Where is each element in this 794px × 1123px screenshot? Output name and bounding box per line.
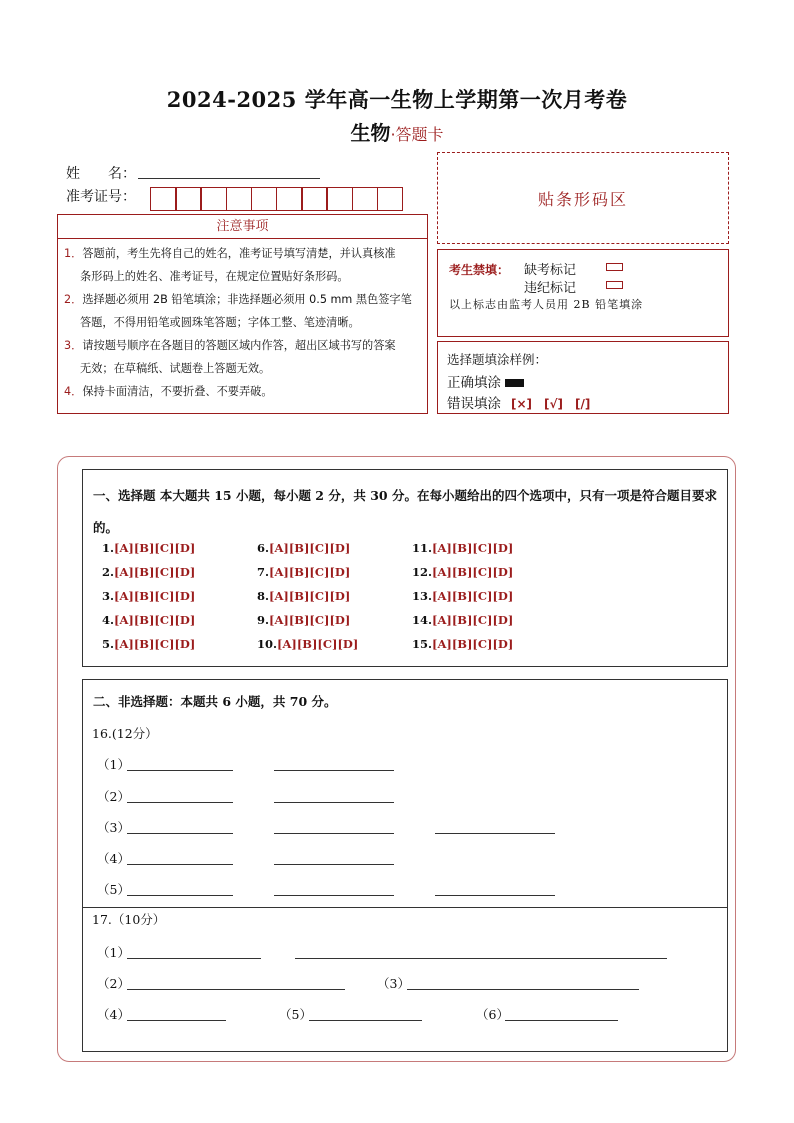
mc-question-number: 10.	[257, 637, 278, 651]
mc-question-number: 1.	[102, 541, 115, 555]
answer-line[interactable]	[127, 864, 233, 865]
q16-sub-label: （4）	[97, 851, 130, 866]
violation-mark-label: 违纪标记	[524, 281, 577, 296]
mc-question[interactable]	[412, 589, 513, 603]
mc-question-number: 13.	[412, 589, 433, 603]
q17-sub-label: （5）	[279, 1007, 312, 1022]
q17-sub-label: （4）	[97, 1007, 130, 1022]
mc-question[interactable]	[102, 565, 195, 579]
mc-question-number: 7.	[257, 565, 270, 579]
q16-sub-label: （1）	[97, 757, 130, 772]
notice-box	[57, 214, 428, 414]
mc-question-number: 4.	[102, 613, 115, 627]
id-digit-box[interactable]	[352, 187, 379, 211]
notice-text: 请按题号顺序在各题目的答题区域内作答，超出区域书写的答案	[82, 339, 396, 352]
examiner-note: 以上标志由监考人员用 2B 铅笔填涂	[449, 298, 644, 311]
notice-num: 2．	[64, 293, 83, 306]
mc-question-number: 8.	[257, 589, 270, 603]
answer-line[interactable]	[274, 833, 394, 834]
mc-options[interactable]: [A][B][C][D]	[114, 613, 196, 627]
barcode-label: 贴条形码区	[537, 189, 628, 209]
fill-sample-box	[437, 341, 729, 414]
mc-options[interactable]: [A][B][C][D]	[269, 589, 351, 603]
examiner-only-label: 考生禁填：	[449, 263, 510, 277]
answer-line[interactable]	[435, 833, 555, 834]
notice-item	[64, 242, 426, 288]
q16-sub-label: （5）	[97, 882, 130, 897]
notice-text: 答题，不得用铅笔或圆珠笔答题；字体工整、笔迹清晰。	[80, 316, 360, 329]
notice-item	[64, 288, 426, 334]
mc-question[interactable]	[257, 613, 350, 627]
subject-suffix: ·答题卡	[390, 125, 444, 144]
wrong-fill-marks: [×] [√] [/]	[511, 397, 591, 411]
id-digit-box[interactable]	[301, 187, 328, 211]
mc-question-number: 15.	[412, 637, 433, 651]
name-label: 姓 名：	[66, 166, 136, 182]
wrong-fill-row	[447, 392, 590, 412]
answer-line[interactable]	[127, 958, 261, 959]
question-divider	[83, 907, 727, 908]
correct-fill-label: 正确填涂	[447, 375, 501, 391]
examiner-only-box	[437, 249, 729, 337]
correct-fill-row	[447, 371, 524, 391]
q17-sub-label: （2）	[97, 976, 130, 991]
mc-question[interactable]	[102, 541, 195, 555]
answer-line[interactable]	[127, 989, 345, 990]
exam-id-boxes	[150, 187, 402, 211]
section2-heading: 二、非选择题：本题共 6 小题，共 70 分。	[93, 694, 337, 709]
q17-label: 17.（10分）	[92, 912, 166, 927]
mc-options[interactable]: [A][B][C][D]	[269, 565, 351, 579]
notice-num: 1．	[64, 247, 83, 260]
violation-mark-box[interactable]	[606, 281, 623, 289]
answer-line[interactable]	[274, 895, 394, 896]
mc-question[interactable]	[412, 541, 513, 555]
q17-sub-label: （1）	[97, 945, 130, 960]
barcode-area	[437, 152, 729, 244]
notice-num: 4．	[64, 385, 83, 398]
q16-label: 16.(12分）	[92, 726, 158, 741]
name-field[interactable]	[138, 178, 320, 179]
id-digit-box[interactable]	[175, 187, 202, 211]
mc-question[interactable]	[257, 541, 350, 555]
q16-sub-label: （2）	[97, 789, 130, 804]
notice-item	[64, 380, 426, 403]
mc-question-number: 6.	[257, 541, 270, 555]
written-answer-section	[82, 679, 728, 1052]
mc-options[interactable]: [A][B][C][D]	[269, 541, 351, 555]
notice-num: 3．	[64, 339, 83, 352]
exam-title: 2024-2025 学年高一生物上学期第一次月考卷	[166, 87, 628, 112]
mc-question[interactable]	[412, 613, 513, 627]
answer-line[interactable]	[127, 1020, 226, 1021]
answer-line[interactable]	[295, 958, 667, 959]
mc-options[interactable]: [A][B][C][D]	[114, 565, 196, 579]
mc-question-number: 5.	[102, 637, 115, 651]
q17-sub-label: （3）	[377, 976, 410, 991]
id-digit-box[interactable]	[200, 187, 227, 211]
notice-title: 注意事项	[58, 215, 427, 239]
absent-mark-label: 缺考标记	[524, 263, 577, 278]
mc-question[interactable]	[257, 637, 358, 651]
mc-options[interactable]: [A][B][C][D]	[432, 541, 514, 555]
mc-options[interactable]: [A][B][C][D]	[114, 637, 196, 651]
subject-name: 生物	[350, 121, 391, 145]
notice-item	[64, 334, 426, 380]
mc-question[interactable]	[412, 565, 513, 579]
answer-line[interactable]	[407, 989, 639, 990]
mc-options[interactable]: [A][B][C][D]	[114, 589, 196, 603]
fill-sample-title: 选择题填涂样例：	[447, 352, 548, 367]
answer-line[interactable]	[274, 864, 394, 865]
mc-options[interactable]: [A][B][C][D]	[277, 637, 359, 651]
answer-line[interactable]	[127, 770, 233, 771]
mc-options[interactable]: [A][B][C][D]	[269, 613, 351, 627]
filled-block-icon	[505, 379, 524, 387]
mc-options[interactable]: [A][B][C][D]	[432, 613, 514, 627]
mc-question-number: 2.	[102, 565, 115, 579]
absent-mark-box[interactable]	[606, 263, 623, 271]
mc-question[interactable]	[102, 613, 195, 627]
wrong-fill-label: 错误填涂	[447, 396, 501, 412]
mc-question-number: 14.	[412, 613, 433, 627]
notice-text: 保持卡面清洁，不要折叠、不要弄破。	[82, 385, 273, 398]
notice-text: 条形码上的姓名、准考证号，在规定位置贴好条形码。	[80, 270, 349, 283]
mc-question-number: 11.	[412, 541, 433, 555]
notice-text: 答题前，考生先将自己的姓名，准考证号填写清楚，并认真核准	[82, 247, 396, 260]
mc-options[interactable]: [A][B][C][D]	[432, 637, 514, 651]
mc-question-number: 9.	[257, 613, 270, 627]
id-digit-box[interactable]	[226, 187, 253, 211]
subject-title	[0, 117, 794, 146]
notice-text: 选择题必须用 2B 铅笔填涂；非选择题必须用 0.5 mm 黑色签字笔	[82, 293, 412, 306]
answer-line[interactable]	[127, 895, 233, 896]
mc-question[interactable]	[102, 637, 195, 651]
id-digit-box[interactable]	[276, 187, 303, 211]
exam-id-label: 准考证号：	[66, 189, 136, 205]
id-digit-box[interactable]	[326, 187, 353, 211]
answer-line[interactable]	[127, 802, 233, 803]
mc-options[interactable]: [A][B][C][D]	[432, 565, 514, 579]
answer-line[interactable]	[274, 802, 394, 803]
id-digit-box[interactable]	[150, 187, 177, 211]
q16-sub-label: （3）	[97, 820, 130, 835]
answer-line[interactable]	[274, 770, 394, 771]
q17-sub-label: （6）	[476, 1007, 509, 1022]
section1-heading: 一、选择题 本大题共 15 小题，每小题 2 分，共 30 分。在每小题给出的四个选项中，只有一项是符合题目要求的。	[93, 488, 717, 535]
answer-line[interactable]	[435, 895, 555, 896]
mc-question-number: 3.	[102, 589, 115, 603]
answer-line[interactable]	[505, 1020, 618, 1021]
mc-question[interactable]	[412, 637, 513, 651]
notice-text: 无效；在草稿纸、试题卷上答题无效。	[80, 362, 271, 375]
mc-question[interactable]	[257, 589, 350, 603]
mc-options[interactable]: [A][B][C][D]	[114, 541, 196, 555]
answer-line[interactable]	[309, 1020, 422, 1021]
mc-options[interactable]: [A][B][C][D]	[432, 589, 514, 603]
id-digit-box[interactable]	[251, 187, 278, 211]
mc-question-number: 12.	[412, 565, 433, 579]
mc-question[interactable]	[102, 589, 195, 603]
multiple-choice-section	[82, 469, 728, 667]
id-digit-box[interactable]	[377, 187, 404, 211]
mc-question[interactable]	[257, 565, 350, 579]
answer-line[interactable]	[127, 833, 233, 834]
